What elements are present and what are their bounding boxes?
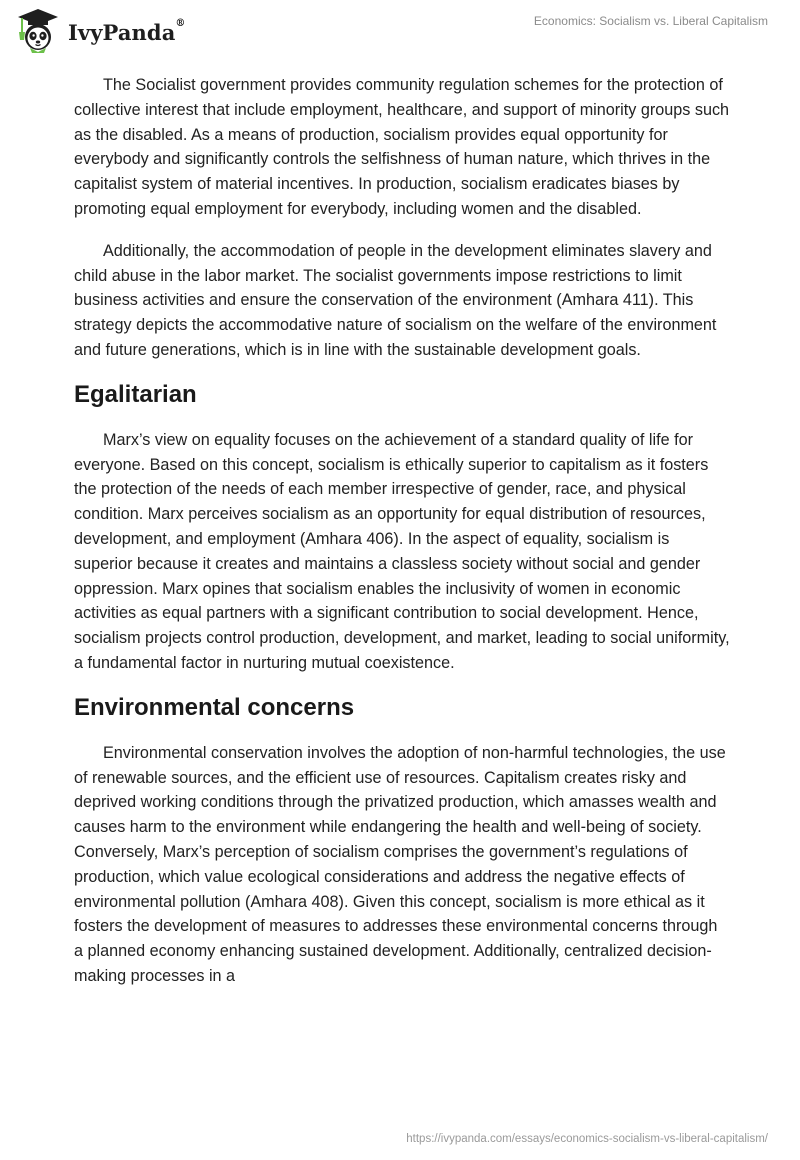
panda-graduate-icon	[14, 6, 62, 54]
document-title: Economics: Socialism vs. Liberal Capitalism	[533, 14, 768, 28]
paragraph: Additionally, the accommodation of people in the development eliminates slavery and child abuse in the labor market. The socialist governments impose restrictions to limit business activities and ensure the conservation of the environment (Amhara 411). This strategy depicts the accommodative nature of socialism on the welfare of the environment and future generations, which is in line with the sustainable development goals.	[74, 241, 717, 359]
brand-name: IvyPanda®	[68, 17, 186, 45]
paragraph: The Socialist government provides community regulation schemes for the protection of collective interest that include employment, healthcare, and support of minority groups such as the disabled. As a means of production, socialism provides equal opportunity for everybody and significantly controls the selfishness of human nature, which thrives in the capitalist system of material incentives. In production, socialism eradicates biases by promoting equal employment for everybody, including women and the disabled.	[74, 76, 730, 218]
essay-content	[74, 73, 730, 1006]
section-heading-environmental-concerns: Environmental concerns	[74, 693, 355, 721]
ivypanda-logo[interactable]	[14, 6, 186, 54]
paragraph: Marx’s view on equality focuses on the achievement of a standard quality of life for everyone. Based on this concept, socialism is ethically superior to capitalism as it fosters the protection of the needs of each member irrespective of gender, race, and physical condition. Marx perceives socialism as an opportunity for equal distribution of resources, development, and employment (Amhara 406). In the aspect of equality, socialism is superior because it creates and maintains a classless society without social and gender oppression. Marx opines that socialism enables the inclusivity of women in economic activities as equal partners with a significant contribution to social development. Hence, socialism projects control production, development, and market, leading to social uniformity, a fundamental factor in nurturing mutual coexistence.	[74, 430, 730, 672]
source-url[interactable]: https://ivypanda.com/essays/economics-socialism-vs-liberal-capitalism/	[406, 1133, 768, 1145]
section-heading-egalitarian: Egalitarian	[74, 380, 197, 408]
page-header	[0, 0, 800, 70]
paragraph: Environmental conservation involves the adoption of non-harmful technologies, the use of renewable sources, and the efficient use of resources. Capitalism creates risky and deprived working conditions through the privatized production, which amasses wealth and causes harm to the environment while endangering the health and well-being of society. Conversely, Marx’s perception of socialism comprises the government’s regulations of production, which value ecological considerations and address the negative effects of environmental pollution (Amhara 408). Given this concept, socialism is more ethical as it fosters the development of measures to addresses these environmental concerns through a planned economy enhancing sustained development. Additionally, centralized decision-making processes in a	[74, 743, 726, 985]
